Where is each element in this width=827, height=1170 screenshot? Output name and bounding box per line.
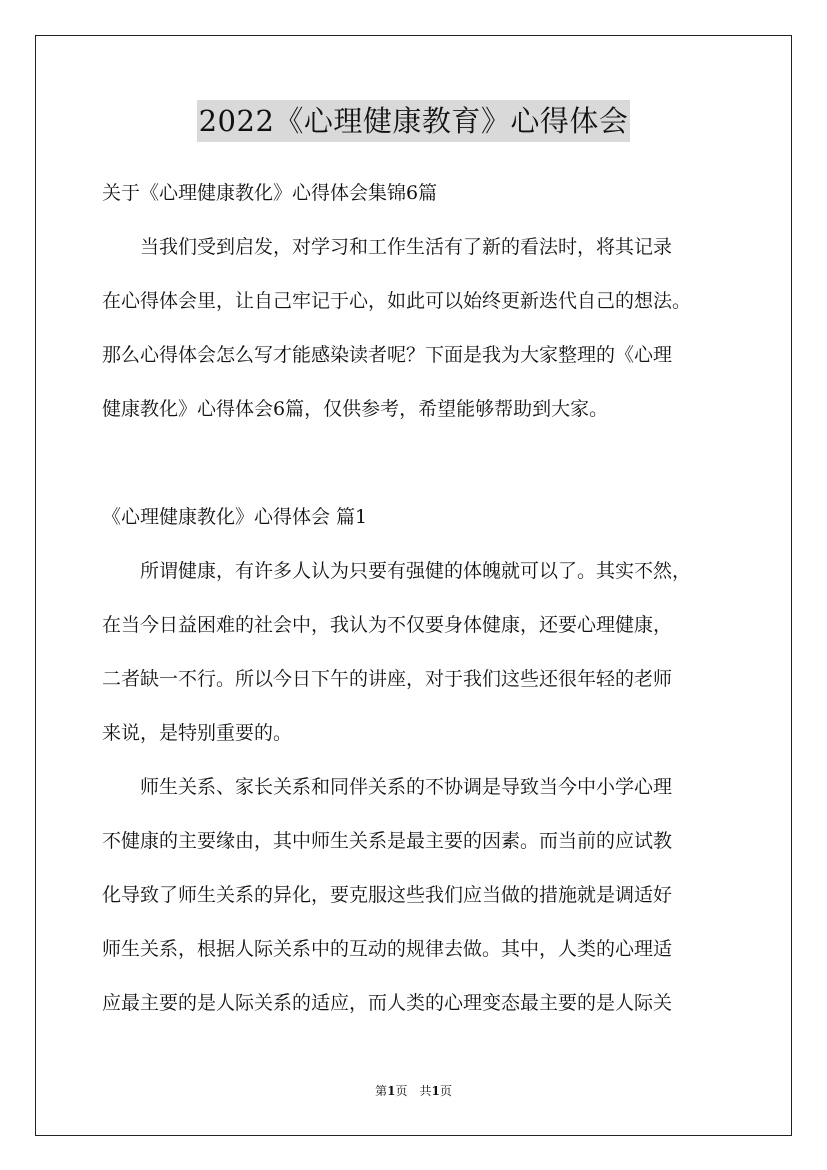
- text-line: 在当今日益困难的社会中，我认为不仅要身体健康，还要心理健康，: [102, 614, 673, 636]
- text-line: 在心得体会里，让自己牢记于心，如此可以始终更新迭代自己的想法。: [102, 290, 692, 312]
- footer-page-suffix: 页: [439, 1084, 452, 1098]
- text-line: 师生关系，根据人际关系中的互动的规律去做。其中，人类的心理适: [102, 938, 673, 960]
- text-line: 当我们受到启发，对学习和工作生活有了新的看法时，将其记录: [102, 236, 673, 258]
- text-line: 不健康的主要缘由，其中师生关系是最主要的因素。而当前的应试教: [102, 830, 673, 852]
- document-title: 2022《心理健康教育》心得体会: [197, 100, 631, 142]
- text-line: 来说，是特别重要的。: [102, 722, 293, 744]
- footer-page-total: 1: [431, 1084, 440, 1098]
- footer-page-current: 1: [387, 1084, 396, 1098]
- subtitle-line: 关于《心理健康教化》心得体会集锦6篇: [102, 182, 438, 204]
- text-line: 所谓健康，有许多人认为只要有强健的体魄就可以了。其实不然，: [102, 560, 692, 582]
- text-line: 化导致了师生关系的异化，要克服这些我们应当做的措施就是调适好: [102, 884, 673, 906]
- footer-page-mid: 页 共: [395, 1084, 432, 1098]
- document-title-wrap: [0, 100, 827, 142]
- section-heading: 《心理健康教化》心得体会 篇1: [102, 506, 368, 528]
- text-line: 师生关系、家长关系和同伴关系的不协调是导致当今中小学心理: [102, 776, 673, 798]
- text-line: 二者缺一不行。所以今日下午的讲座，对于我们这些还很年轻的老师: [102, 668, 673, 690]
- footer-page-prefix: 第: [375, 1084, 388, 1098]
- text-line: 应最主要的是人际关系的适应，而人类的心理变态最主要的是人际关: [102, 992, 673, 1014]
- text-line: 健康教化》心得体会6篇，仅供参考，希望能够帮助到大家。: [102, 398, 609, 420]
- text-line: 那么心得体会怎么写才能感染读者呢？下面是我为大家整理的《心理: [102, 344, 673, 366]
- page-footer: [0, 1083, 827, 1099]
